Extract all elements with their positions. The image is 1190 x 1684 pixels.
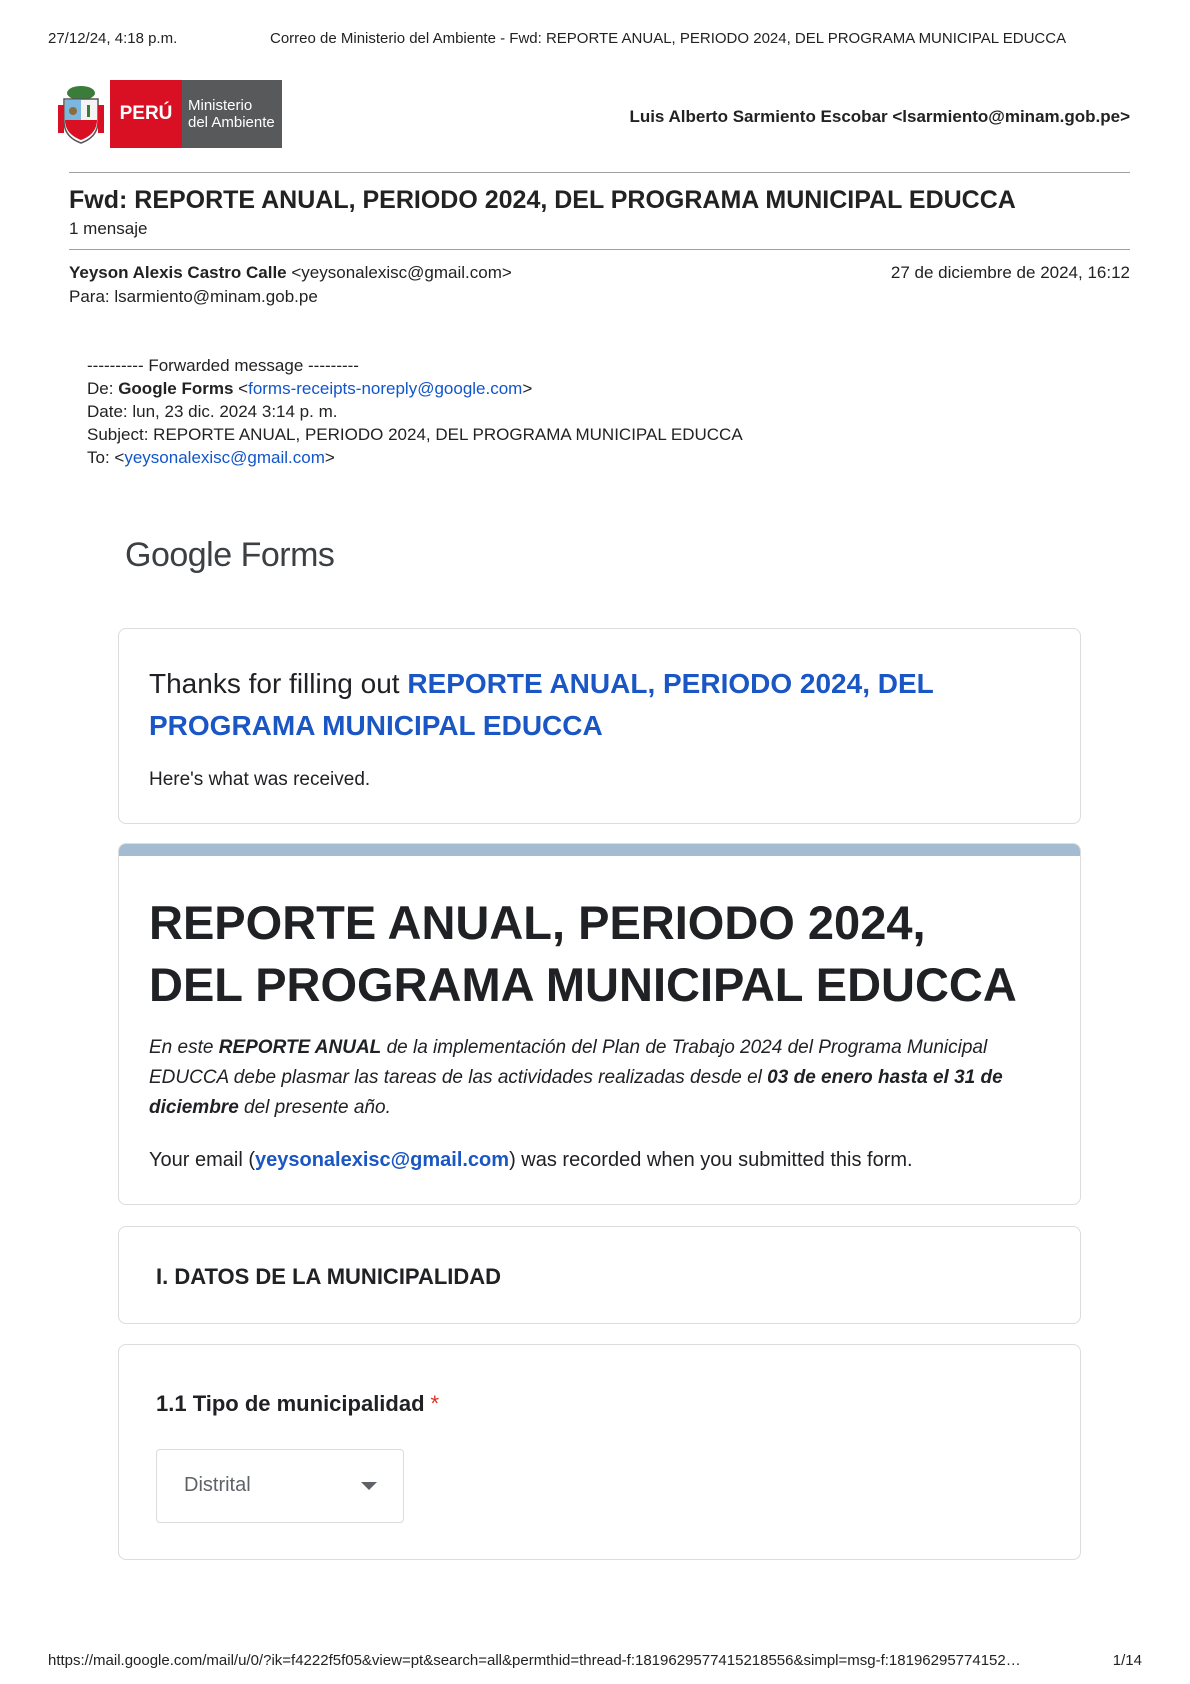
message-count: 1 mensaje xyxy=(69,219,148,238)
form-title-line1: REPORTE ANUAL, PERIODO 2024, xyxy=(149,896,926,949)
divider-top xyxy=(69,172,1130,173)
sender-line xyxy=(69,263,512,283)
to-label: Para: xyxy=(69,287,110,306)
desc-part-2: REPORTE ANUAL xyxy=(218,1037,382,1058)
page-number: 1/14 xyxy=(1112,1652,1142,1669)
ministerio-label xyxy=(182,80,282,148)
question-label xyxy=(156,1391,439,1417)
coat-of-arms-icon xyxy=(56,83,106,145)
recipient-line xyxy=(69,287,318,307)
from-label: De: xyxy=(87,379,114,398)
forwarded-to: To: <yeysonalexisc@gmail.com> xyxy=(87,448,335,467)
dropdown-arrow-icon xyxy=(361,1482,377,1490)
desc-part-5: del presente año. xyxy=(238,1097,391,1118)
sender-email: <yeysonalexisc@gmail.com> xyxy=(291,263,512,282)
subject-label: Subject: xyxy=(87,425,149,444)
form-header-card xyxy=(118,843,1081,1205)
form-title-line2: DEL PROGRAMA MUNICIPAL EDUCCA xyxy=(149,958,1017,1011)
thanks-text xyxy=(149,663,1050,747)
to-address: lsarmiento@minam.gob.pe xyxy=(114,287,318,306)
forwarded-separator: ---------- Forwarded message --------- xyxy=(87,356,359,375)
section-card xyxy=(118,1226,1081,1324)
desc-part-4: 03 de enero hasta el 31 de diciembre xyxy=(149,1067,1003,1118)
respondent-email-link[interactable]: yeysonalexisc@gmail.com xyxy=(254,1149,510,1171)
thread-subject: Fwd: REPORTE ANUAL, PERIODO 2024, DEL PROGRAMA MUNICIPAL EDUCCA xyxy=(69,186,1016,214)
desc-part-1: En este xyxy=(149,1037,219,1058)
divider-subject xyxy=(69,249,1130,250)
date-label: Date: xyxy=(87,402,128,421)
peru-label: PERÚ xyxy=(110,80,182,148)
google-forms-logo: Google Forms xyxy=(125,536,335,574)
minam-logo xyxy=(56,80,282,148)
form-title-link[interactable]: REPORTE ANUAL, PERIODO 2024, DEL PROGRAMA MUNICIPAL EDUCCA xyxy=(149,668,934,741)
forwarded-header xyxy=(87,354,743,469)
date-value: lun, 23 dic. 2024 3:14 p. m. xyxy=(132,402,338,421)
required-asterisk: * xyxy=(430,1391,440,1416)
email-recorded-note xyxy=(149,1149,913,1172)
email-suffix: ) was recorded when you submitted this form. xyxy=(509,1149,913,1171)
thanks-card xyxy=(118,628,1081,824)
ministerio-line2: del Ambiente xyxy=(188,114,275,131)
question-card xyxy=(118,1344,1081,1560)
ministerio-line1: Ministerio xyxy=(188,97,253,114)
account-name: Luis Alberto Sarmiento Escobar <lsarmiento@minam.gob.pe> xyxy=(629,107,1130,126)
from-email-link[interactable]: forms-receipts-noreply@google.com xyxy=(248,379,523,398)
selected-value: Distrital xyxy=(184,1474,251,1496)
form-accent-bar xyxy=(119,844,1080,856)
form-description xyxy=(149,1033,1050,1123)
to-email-link[interactable]: yeysonalexisc@gmail.com xyxy=(124,448,325,467)
from-name: Google Forms xyxy=(118,379,234,398)
forwarded-date xyxy=(87,400,743,423)
email-prefix: Your email ( xyxy=(149,1149,255,1171)
form-title xyxy=(149,892,1050,1016)
print-timestamp: 27/12/24, 4:18 p.m. xyxy=(48,30,178,47)
thanks-prefix: Thanks for filling out xyxy=(149,668,400,699)
section-title: I. DATOS DE LA MUNICIPALIDAD xyxy=(156,1264,502,1289)
print-title: Correo de Ministerio del Ambiente - Fwd: REPORTE ANUAL, PERIODO 2024, DEL PROGRAMA MUNICIPAL EDUCCA xyxy=(270,30,1067,47)
forwarded-subject xyxy=(87,423,743,446)
municipality-type-select[interactable] xyxy=(156,1449,404,1523)
desc-part-3: de la implementación del Plan de Trabajo 2024 del Programa Municipal EDUCCA debe plasmar las tareas de las actividades realizadas desde el xyxy=(149,1037,988,1088)
received-note: Here's what was received. xyxy=(149,769,371,790)
to-label-fwd: To: xyxy=(87,448,110,467)
question-text: 1.1 Tipo de municipalidad xyxy=(156,1391,425,1416)
message-date: 27 de diciembre de 2024, 16:12 xyxy=(890,263,1130,282)
sender-name: Yeyson Alexis Castro Calle xyxy=(69,263,287,282)
print-url: https://mail.google.com/mail/u/0/?ik=f4222f5f05&view=pt&search=all&permthid=thread-f:1819629577415218556&simpl=msg-f:18196295774152… xyxy=(48,1652,1021,1669)
forwarded-from: De: Google Forms <forms-receipts-noreply@google.com> xyxy=(87,379,533,398)
subject-value: REPORTE ANUAL, PERIODO 2024, DEL PROGRAMA MUNICIPAL EDUCCA xyxy=(153,425,743,444)
